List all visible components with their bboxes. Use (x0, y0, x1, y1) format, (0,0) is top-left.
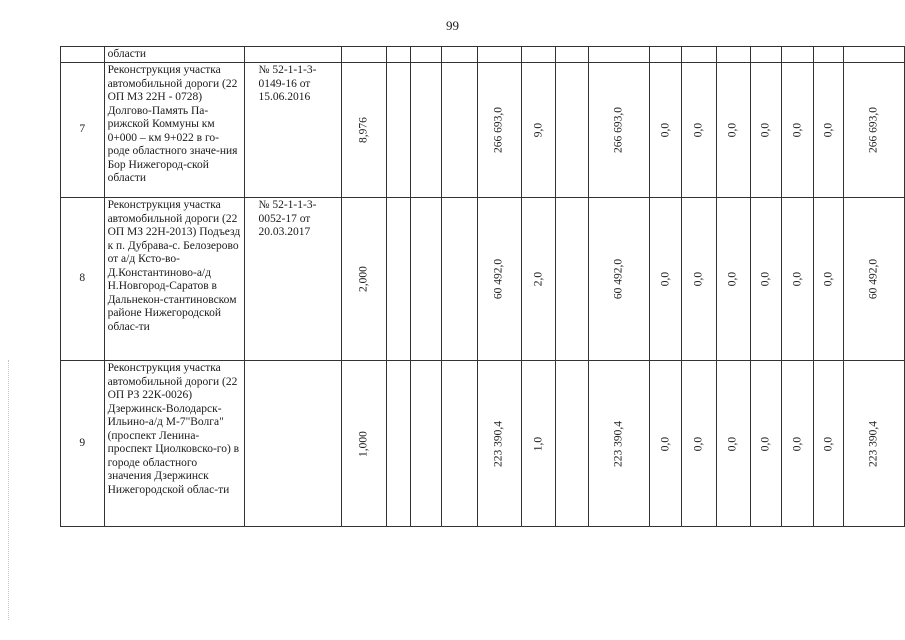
zero-value: 0,0 (759, 436, 772, 451)
cost2-value: 223 390,4 (612, 420, 625, 467)
zero-value: 0,0 (658, 271, 671, 287)
zero-value: 0,0 (790, 436, 803, 451)
cost-value: 60 492,0 (492, 258, 505, 300)
cost-value: 223 390,4 (492, 420, 505, 467)
total-value: 266 693,0 (867, 107, 880, 153)
table-row (61, 63, 905, 198)
desc-cell: Реконструкция участка автомобильной дороги (22 ОП МЗ 22Н - 0728) Долгово-Память Па-рижской Коммуны км 0+000 – км 9+022 в го-роде областного значе-ния Бор Нижегород-ской области (104, 63, 244, 198)
total-value: 60 492,0 (867, 258, 880, 300)
row-number: 7 (61, 63, 105, 198)
zero-value: 0,0 (726, 122, 739, 138)
zero-value: 0,0 (692, 271, 705, 287)
zero-value: 0,0 (821, 122, 834, 138)
doc-ref-cell (244, 361, 341, 527)
desc-cell: Реконструкция участка автомобильной дороги (22 ОП МЗ 22Н-2013) Подъезд к п. Дубрава-с. Белозерово от а/д Ксто-во-Д.Константиново-а/д Н.Новгород-Саратов в Дальнекон-стантиновском районе Нижегородской облас-ти (104, 198, 244, 361)
left-margin-mark (8, 360, 10, 620)
zero-value: 0,0 (790, 271, 803, 287)
doc-ref-cell: № 52-1-1-3-0052-17 от 20.03.2017 (244, 198, 341, 361)
desc-cell: Реконструкция участка автомобильной дороги (22 ОП РЗ 22К-0026) Дзержинск-Володарск-Ильино-а/д М-7"Волга" (проспект Ленина-проспект Циолковско-го) в городе областного значения Дзержинск Нижегородской облас-ти (104, 361, 244, 527)
page-number: 99 (446, 18, 459, 33)
zero-value: 0,0 (726, 436, 739, 451)
length-value: 8,976 (357, 117, 370, 143)
doc-ref-cell: № 52-1-1-3-0149-16 от 15.06.2016 (244, 63, 341, 198)
zero-value: 0,0 (790, 122, 803, 138)
cost2-value: 266 693,0 (612, 107, 625, 153)
row-number: 8 (61, 198, 105, 361)
length-value: 2,000 (357, 266, 370, 292)
zero-value: 0,0 (759, 122, 772, 138)
length-value: 1,000 (357, 430, 370, 457)
table-row-continuation (61, 47, 905, 63)
desc-cell: области (104, 47, 244, 63)
table-row (61, 361, 905, 527)
cost-value: 266 693,0 (492, 107, 505, 153)
zero-value: 0,0 (692, 122, 705, 138)
road-projects-table (60, 46, 905, 527)
zero-value: 0,0 (692, 436, 705, 451)
zero-value: 0,0 (821, 271, 834, 287)
zero-value: 0,0 (821, 436, 834, 451)
zero-value: 0,0 (726, 271, 739, 287)
zero-value: 0,0 (658, 122, 671, 138)
length2-value: 1,0 (531, 436, 544, 451)
zero-value: 0,0 (658, 436, 671, 451)
table-row (61, 198, 905, 361)
total-value: 223 390,4 (867, 420, 880, 467)
cost2-value: 60 492,0 (612, 258, 625, 300)
length2-value: 2,0 (531, 271, 544, 287)
zero-value: 0,0 (759, 271, 772, 287)
row-number: 9 (61, 361, 105, 527)
length2-value: 9,0 (531, 122, 544, 138)
